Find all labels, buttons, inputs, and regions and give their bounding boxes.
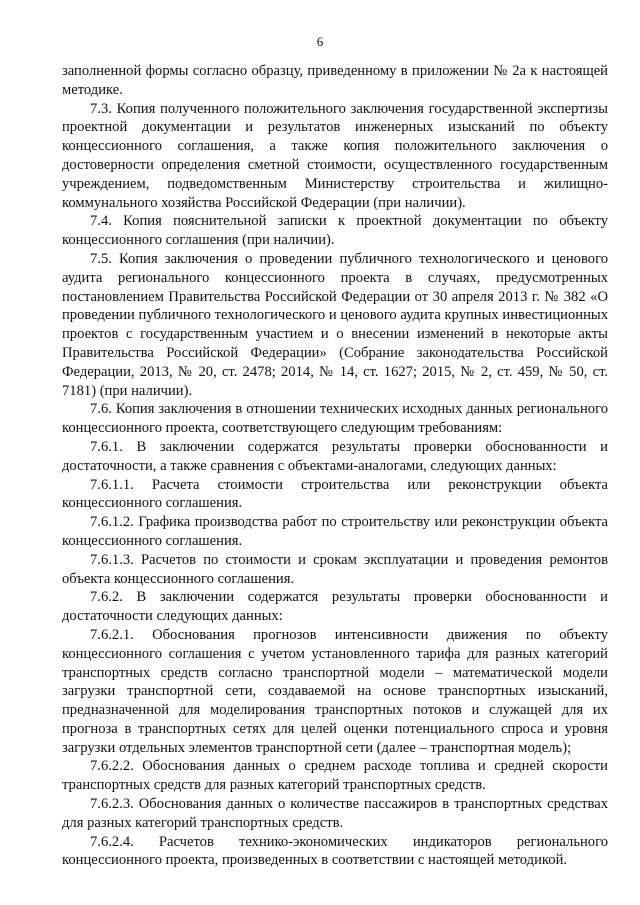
paragraph-7-6-1-2: 7.6.1.2. Графика производства работ по строительству или реконструкции объекта концессионного соглашения. bbox=[62, 514, 608, 549]
paragraph-7-6-1-3: 7.6.1.3. Расчетов по стоимости и срокам эксплуатации и проведения ремонтов объекта концессионного соглашения. bbox=[62, 551, 608, 587]
paragraph-7-6-1-1: 7.6.1.1. Расчета стоимости строительства или реконструкции объекта концессионного соглашения. bbox=[62, 476, 608, 512]
paragraph-7-6-2-4: 7.6.2.4. Расчетов технико-экономических индикаторов регионального концессионного проекта, произведенных в соответствии с настоящей методикой. bbox=[62, 833, 608, 869]
paragraph-7-3: 7.3. Копия полученного положительного заключения государственной экспертизы проектной документации и результатов инженерных изысканий по объекту концессионного соглашения, а также копия положительного заключения о достоверности определения сметной стоимости, осуществленного государственным учреждением, подведомственным Министерству строительства и жилищно-коммунального хозяйства Российской Федерации (при наличии). bbox=[62, 100, 608, 211]
paragraph-7-6-1: 7.6.1. В заключении содержатся результаты проверки обоснованности и достаточности, а также сравнения с объектами-аналогами, следующих данных: bbox=[62, 438, 608, 474]
page-number: 6 bbox=[316, 34, 324, 49]
paragraph-7-6-2: 7.6.2. В заключении содержатся результаты проверки обоснованности и достаточности следующих данных: bbox=[62, 589, 608, 625]
paragraph: заполненной формы согласно образцу, приведенному в приложении № 2а к настоящей методике. bbox=[62, 63, 608, 98]
paragraph-7-6: 7.6. Копия заключения в отношении технических исходных данных регионального концессионного проекта, соответствующего следующим требованиям: bbox=[62, 401, 608, 437]
paragraph-7-5: 7.5. Копия заключения о проведении публичного технологического и ценового аудита регионального концессионного проекта в случаях, предусмотренных постановлением Правительства Российской Федерации от 30 апреля 2013 г. № 382 «О проведении публичного технологического и ценового аудита крупных инвестиционных проектов с государственным участием и о внесении изменений в некоторые акты Правительства Российской Федерации» (Собрание законодательства Российской Федерации, 2013, № 20, ст. 2478; 2014, № 14, ст. 1627; 2015, № 2, ст. 459, № 50, ст. 7181) (при наличии). bbox=[62, 250, 608, 399]
document-body bbox=[62, 62, 608, 870]
paragraph-7-6-2-3: 7.6.2.3. Обоснования данных о количестве пассажиров в транспортных средствах для разных категорий транспортных средств. bbox=[62, 796, 608, 831]
paragraph-7-6-2-1: 7.6.2.1. Обоснования прогнозов интенсивности движения по объекту концессионного соглашения с учетом установленного тарифа для разных категорий транспортных средств согласно транспортной модели – математической модели загрузки транспортной сети, создаваемой на основе транспортных изысканий, предназначенной для моделирования транспортных потоков и служащей для их прогноза в транспортных сетях для целей оценки потенциального спроса и уровня загрузки отдельных элементов транспортной сети (далее – транспортная модель); bbox=[62, 626, 608, 756]
paragraph-7-6-2-2: 7.6.2.2. Обоснования данных о среднем расходе топлива и средней скорости транспортных средств для разных категорий транспортных средств. bbox=[62, 758, 608, 794]
paragraph-7-4: 7.4. Копия пояснительной записки к проектной документации по объекту концессионного соглашения (при наличии). bbox=[62, 213, 608, 249]
